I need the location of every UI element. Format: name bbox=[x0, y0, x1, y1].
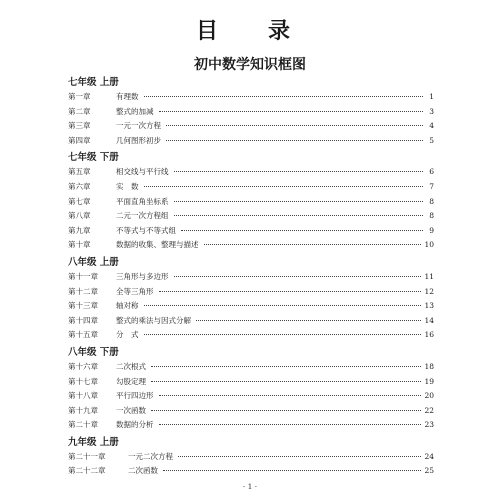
chapter-title: 二次函数 bbox=[128, 466, 158, 476]
dot-leader bbox=[166, 140, 423, 141]
page-number: 11 bbox=[424, 271, 434, 281]
chapter-number: 第五章 bbox=[68, 167, 91, 177]
toc-entry[interactable] bbox=[68, 418, 434, 433]
dot-leader bbox=[151, 410, 421, 411]
chapter-number: 第十五章 bbox=[68, 330, 98, 340]
toc-entry[interactable] bbox=[68, 404, 434, 419]
page-number: 25 bbox=[424, 466, 434, 476]
chapter-title: 几何图形初步 bbox=[116, 135, 161, 145]
page-number: 19 bbox=[424, 376, 434, 386]
dot-leader bbox=[196, 320, 421, 321]
chapter-title: 分 式 bbox=[116, 330, 139, 340]
page-number: 1 bbox=[429, 92, 434, 101]
chapter-number: 第十章 bbox=[68, 240, 91, 250]
chapter-title: 数据的收集、整理与描述 bbox=[116, 240, 199, 250]
chapter-number: 第三章 bbox=[68, 121, 91, 131]
chapter-title: 二元一次方程组 bbox=[116, 211, 169, 221]
section-heading: 八年级 上册 bbox=[68, 256, 119, 268]
dot-leader bbox=[144, 334, 422, 335]
dot-leader bbox=[174, 171, 424, 172]
chapter-title: 二次根式 bbox=[116, 361, 146, 371]
toc-entry[interactable] bbox=[68, 90, 434, 105]
dot-leader bbox=[181, 230, 423, 231]
dot-leader bbox=[159, 111, 424, 112]
chapter-title: 相交线与平行线 bbox=[116, 167, 169, 177]
page-number: 7 bbox=[429, 181, 434, 191]
page-number-footer: · 1 · bbox=[242, 482, 258, 491]
section-heading: 七年级 下册 bbox=[68, 152, 119, 164]
dot-leader bbox=[159, 424, 422, 425]
page-number: 8 bbox=[429, 211, 434, 221]
section-heading: 八年级 下册 bbox=[68, 346, 119, 358]
dot-leader bbox=[166, 125, 423, 126]
chapter-number: 第九章 bbox=[68, 225, 91, 235]
dot-leader bbox=[178, 456, 421, 457]
dot-leader bbox=[204, 244, 422, 245]
toc-entry[interactable] bbox=[68, 314, 434, 329]
chapter-title: 平面直角坐标系 bbox=[116, 196, 169, 206]
chapter-title: 不等式与不等式组 bbox=[116, 225, 176, 235]
toc-entry[interactable] bbox=[68, 285, 434, 300]
page-number: 23 bbox=[424, 420, 434, 430]
chapter-title: 一元二次方程 bbox=[128, 451, 173, 461]
page-number: 10 bbox=[424, 240, 434, 250]
chapter-number: 第十二章 bbox=[68, 286, 98, 296]
chapter-number: 第一章 bbox=[68, 92, 91, 101]
toc-entry[interactable] bbox=[68, 270, 434, 285]
page-number: 8 bbox=[429, 196, 434, 206]
dot-leader bbox=[174, 276, 422, 277]
page-number: 9 bbox=[429, 225, 434, 235]
toc-entry[interactable] bbox=[68, 180, 434, 195]
chapter-number: 第二十一章 bbox=[68, 451, 106, 461]
page-number: 4 bbox=[429, 121, 434, 131]
chapter-title: 轴对称 bbox=[116, 301, 139, 311]
toc-entry[interactable] bbox=[68, 165, 434, 180]
toc-entry[interactable] bbox=[68, 195, 434, 210]
chapter-title: 一元一次方程 bbox=[116, 121, 161, 131]
dot-leader bbox=[174, 201, 424, 202]
chapter-number: 第七章 bbox=[68, 196, 91, 206]
chapter-number: 第二十二章 bbox=[68, 466, 106, 476]
chapter-number: 第八章 bbox=[68, 211, 91, 221]
toc-entry[interactable] bbox=[68, 375, 434, 390]
chapter-number: 第二章 bbox=[68, 106, 91, 116]
toc-entry[interactable] bbox=[68, 464, 434, 479]
chapter-title: 一次函数 bbox=[116, 405, 146, 415]
dot-leader bbox=[144, 96, 424, 97]
page-number: 12 bbox=[424, 286, 434, 296]
page-number: 14 bbox=[424, 315, 434, 325]
table-of-contents bbox=[68, 76, 434, 479]
chapter-title: 实 数 bbox=[116, 181, 139, 191]
page-title: 目 录 bbox=[195, 18, 304, 44]
chapter-number: 第六章 bbox=[68, 181, 91, 191]
page-number: 13 bbox=[424, 301, 434, 311]
chapter-number: 第十一章 bbox=[68, 271, 98, 281]
section-heading: 七年级 上册 bbox=[68, 77, 119, 88]
dot-leader bbox=[174, 215, 424, 216]
page-number: 3 bbox=[429, 106, 434, 116]
toc-entry[interactable] bbox=[68, 209, 434, 224]
page-number: 22 bbox=[424, 405, 434, 415]
dot-leader bbox=[144, 186, 424, 187]
toc-entry[interactable] bbox=[68, 328, 434, 343]
dot-leader bbox=[163, 470, 421, 471]
chapter-number: 第十九章 bbox=[68, 405, 98, 415]
chapter-title: 全等三角形 bbox=[116, 286, 154, 296]
toc-entry[interactable] bbox=[68, 119, 434, 134]
dot-leader bbox=[144, 305, 422, 306]
chapter-number: 第十七章 bbox=[68, 376, 98, 386]
page-number: 18 bbox=[424, 361, 434, 371]
toc-entry[interactable] bbox=[68, 224, 434, 239]
chapter-title: 平行四边形 bbox=[116, 391, 154, 401]
toc-entry[interactable] bbox=[68, 450, 434, 465]
page-number: 16 bbox=[424, 330, 434, 340]
toc-entry[interactable] bbox=[68, 360, 434, 375]
toc-entry[interactable] bbox=[68, 299, 434, 314]
chapter-number: 第十三章 bbox=[68, 301, 98, 311]
chapter-title: 勾股定理 bbox=[116, 376, 146, 386]
toc-entry[interactable] bbox=[68, 105, 434, 120]
chapter-number: 第十八章 bbox=[68, 391, 98, 401]
page-subtitle: 初中数学知识框图 bbox=[194, 57, 306, 73]
dot-leader bbox=[159, 291, 422, 292]
chapter-number: 第四章 bbox=[68, 135, 91, 145]
dot-leader bbox=[151, 366, 421, 367]
chapter-title: 数据的分析 bbox=[116, 420, 154, 430]
page-number: 24 bbox=[424, 451, 434, 461]
page-number: 20 bbox=[424, 391, 434, 401]
toc-entry[interactable] bbox=[68, 389, 434, 404]
page-number: 6 bbox=[429, 167, 434, 177]
chapter-number: 第二十章 bbox=[68, 420, 98, 430]
toc-entry[interactable] bbox=[68, 134, 434, 149]
chapter-number: 第十四章 bbox=[68, 315, 98, 325]
chapter-number: 第十六章 bbox=[68, 361, 98, 371]
chapter-title: 三角形与多边形 bbox=[116, 271, 169, 281]
page-number: 5 bbox=[429, 135, 434, 145]
chapter-title: 整式的加减 bbox=[116, 106, 154, 116]
section-heading: 九年级 上册 bbox=[68, 436, 119, 448]
chapter-title: 有理数 bbox=[116, 92, 139, 101]
toc-entry[interactable] bbox=[68, 238, 434, 253]
dot-leader bbox=[151, 381, 421, 382]
chapter-title: 整式的乘法与因式分解 bbox=[116, 315, 191, 325]
dot-leader bbox=[159, 395, 422, 396]
